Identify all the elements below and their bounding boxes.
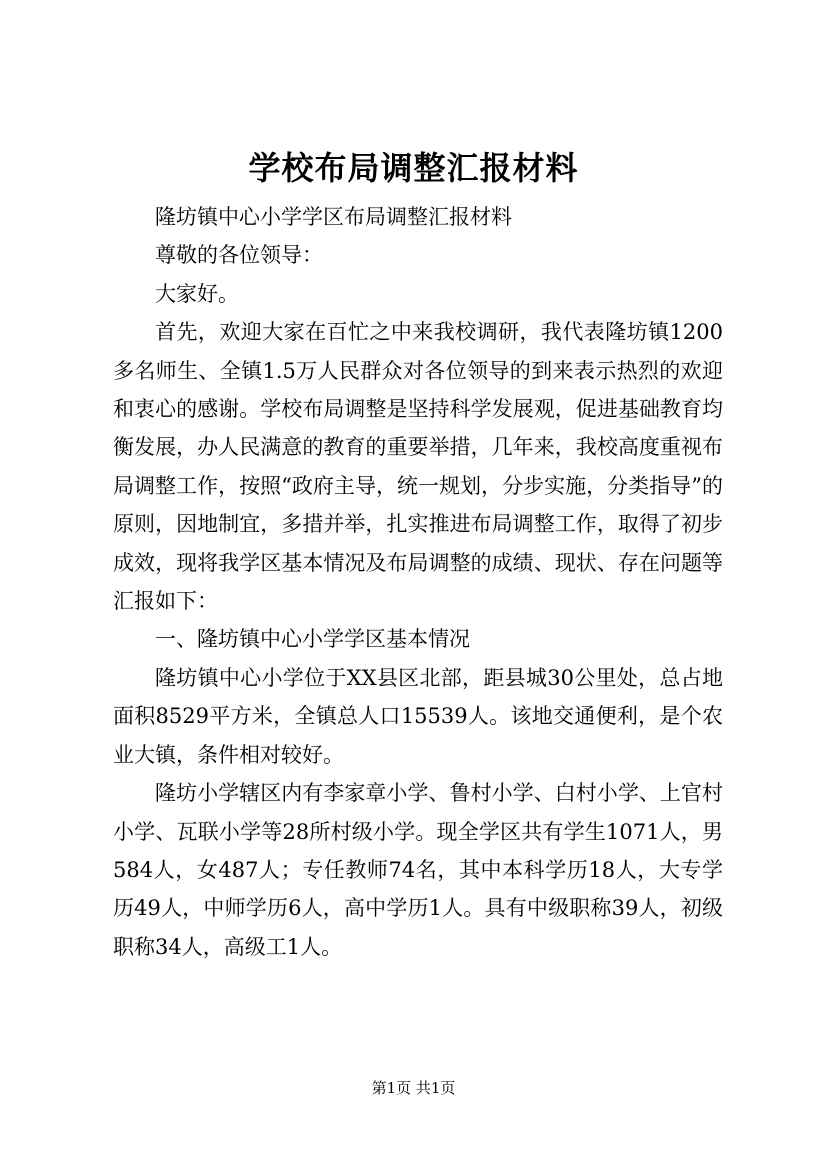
document-body [113, 198, 723, 966]
paragraph-greeting: 大家好。 [155, 281, 239, 306]
paragraph-salutation: 尊敬的各位领导： [155, 243, 323, 268]
paragraph-statistics: 隆坊小学辖区内有李家章小学、鲁村小学、白村小学、上官村小学、瓦联小学等28所村级小学。现全学区共有学生1071人，男584人，女487人；专任教师74名，其中本科学历18人，大专学历49人，中师学历6人，高中学历1人。具有中级职称39人，初级职称34人，高级工1人。 [113, 781, 723, 959]
page-number-footer: 第1页 共1页 [371, 1079, 456, 1097]
paragraph-location: 隆坊镇中心小学位于XX县区北部，距县城30公里处，总占地面积8529平方米，全镇总人口15539人。该地交通便利，是个农业大镇，条件相对较好。 [113, 665, 723, 767]
section-heading: 一、隆坊镇中心小学学区基本情况 [155, 627, 470, 652]
document-title: 学校布局调整汇报材料 [248, 149, 579, 187]
paragraph-subtitle: 隆坊镇中心小学学区布局调整汇报材料 [155, 205, 512, 229]
paragraph-intro: 首先，欢迎大家在百忙之中来我校调研，我代表隆坊镇1200多名师生、全镇1.5万人民群众对各位领导的到来表示热烈的欢迎和衷心的感谢。学校布局调整是坚持科学发展观，促进基础教育均衡发展，办人民满意的教育的重要举措，几年来，我校高度重视布局调整工作，按照“政府主导，统一规划，分步实施，分类指导”的原则，因地制宜，多措并举，扎实推进布局调整工作，取得了初步成效，现将我学区基本情况及布局调整的成绩、现状、存在问题等汇报如下： [113, 320, 723, 614]
